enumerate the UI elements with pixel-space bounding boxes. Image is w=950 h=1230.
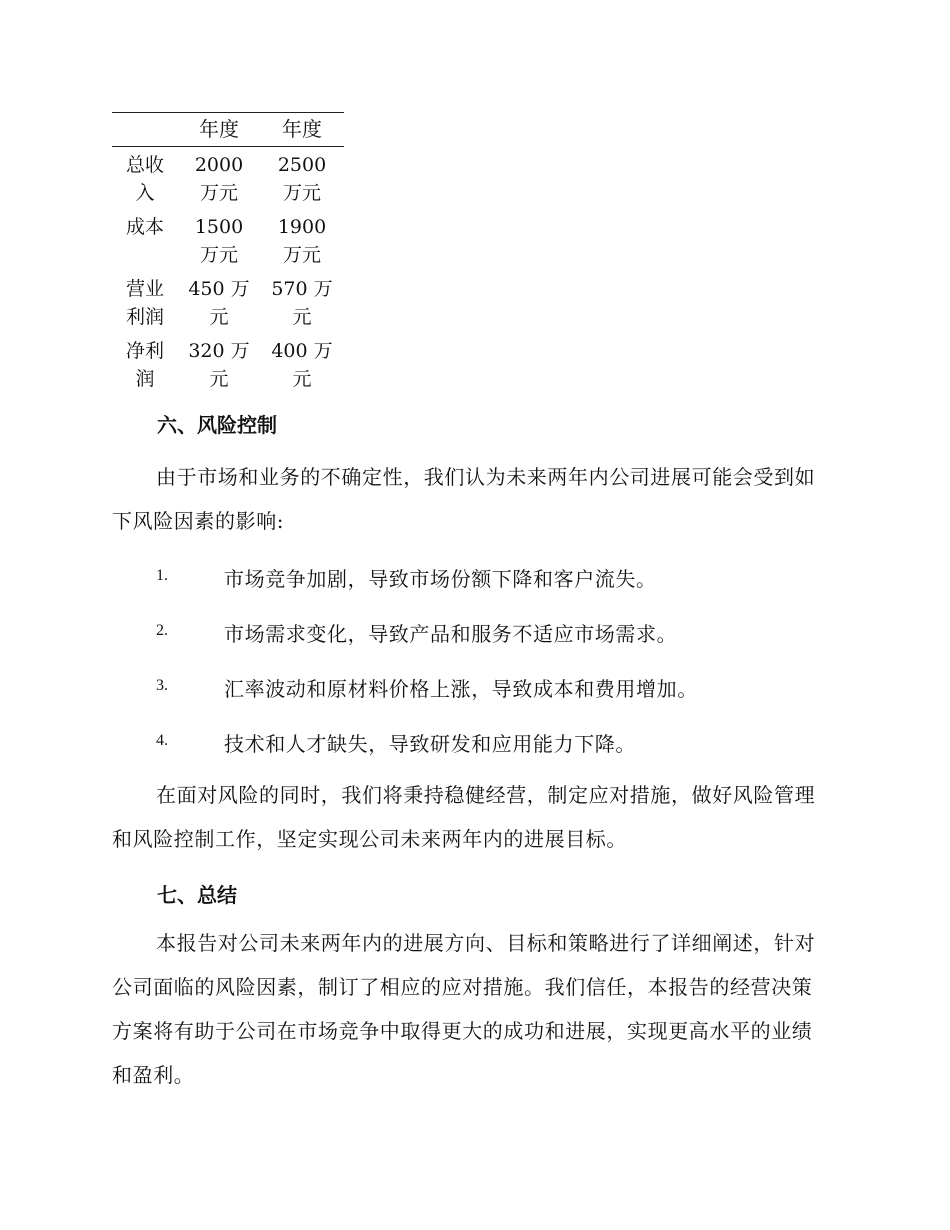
table-header-cell: 年度 (282, 117, 322, 141)
table-cell: 2500 万元 (277, 154, 327, 204)
list-text: 市场需求变化，导致产品和服务不适应市场需求。 (224, 622, 678, 646)
table-cell: 1900 万元 (277, 216, 327, 266)
table-row (112, 211, 344, 273)
list-number: 3. (156, 677, 168, 694)
table-cell: 570 万 元 (271, 278, 333, 328)
table-header-row (112, 113, 344, 147)
table-row (112, 149, 344, 211)
table-cell: 450 万 元 (188, 278, 250, 328)
paragraph: 在面对风险的同时，我们将秉持稳健经营，制定应对措施，做好风险管理和风险控制工作，坚定实现公司未来两年内的进展目标。 (112, 783, 816, 851)
table-row (112, 273, 344, 335)
table-cell: 2000 万元 (194, 154, 244, 204)
table-row (112, 335, 344, 397)
table-cell: 400 万 元 (271, 340, 333, 390)
section-heading: 七、总结 (157, 883, 237, 907)
list-text: 技术和人才缺失，导致研发和应用能力下降。 (224, 732, 636, 756)
table-header-cell: 年度 (199, 117, 239, 141)
list-text: 市场竞争加剧，导致市场份额下降和客户流失。 (224, 567, 657, 591)
row-label: 净利 润 (125, 340, 164, 390)
section-heading: 六、风险控制 (157, 413, 277, 437)
list-number: 2. (156, 622, 168, 639)
financial-table (112, 112, 344, 397)
list-number: 4. (156, 732, 168, 749)
paragraph: 由于市场和业务的不确定性，我们认为未来两年内公司进展可能会受到如下风险因素的影响: (112, 465, 816, 533)
row-label: 总收 入 (125, 154, 164, 204)
list-text: 汇率波动和原材料价格上涨，导致成本和费用增加。 (224, 677, 698, 701)
table-cell: 1500 万元 (194, 216, 244, 266)
paragraph: 本报告对公司未来两年内的进展方向、目标和策略进行了详细阐述，针对公司面临的风险因素，制订了相应的应对措施。我们信任，本报告的经营决策方案将有助于公司在市场竞争中取得更大的成功和进展，实现更高水平的业绩和盈利。 (112, 931, 816, 1087)
list-number: 1. (156, 567, 168, 584)
table-cell: 320 万 元 (188, 340, 250, 390)
row-label: 成本 (125, 216, 164, 238)
row-label: 营业 利润 (125, 278, 164, 328)
